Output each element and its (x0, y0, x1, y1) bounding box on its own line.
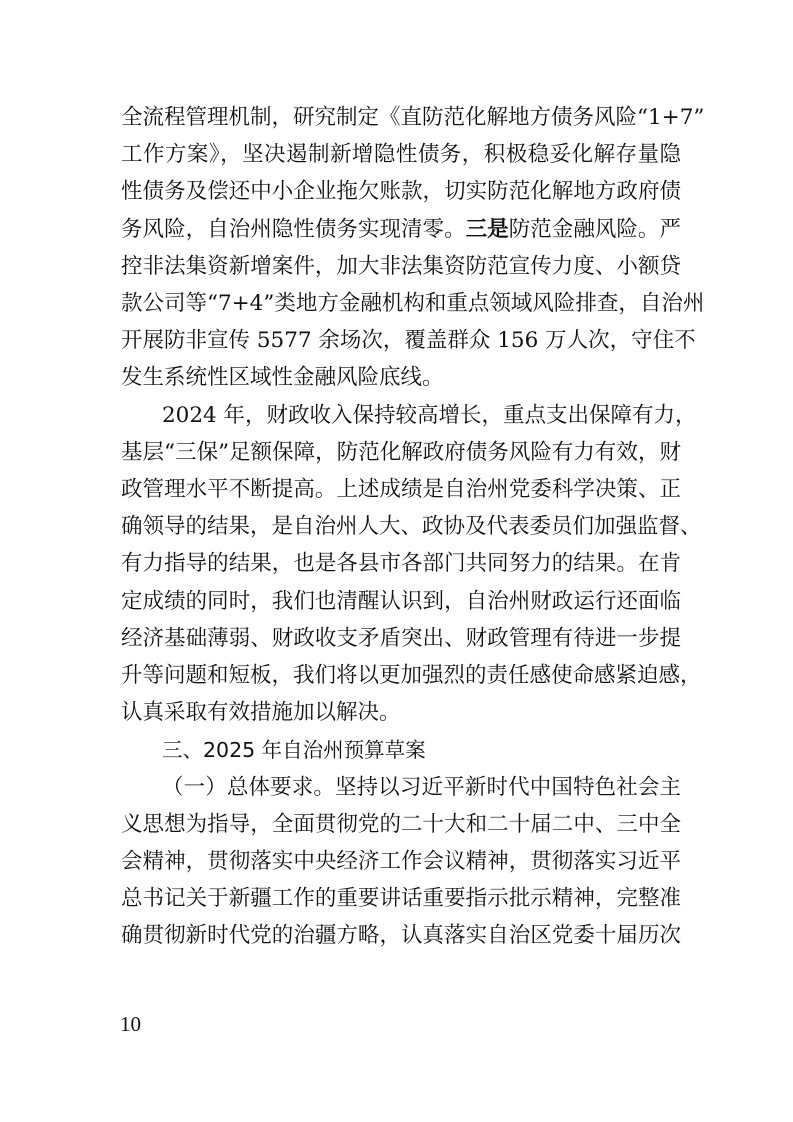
paragraph-1-line-7: 开展防非宣传 5577 余场次，覆盖群众 156 万人次，守住不 (121, 328, 696, 354)
paragraph-1-line-8: 发生系统性区域性金融风险底线。 (121, 365, 444, 391)
paragraph-1-line-1: 全流程管理机制，研究制定《直防范化解地方债务风险“1+7” (121, 105, 705, 130)
paragraph-2-line-2: 基层“三保”足额保障，防范化解政府债务风险有力有效，财 (121, 439, 681, 465)
paragraph-2-line-4: 确领导的结果，是自治州人大、政协及代表委员们加强监督、 (121, 514, 702, 540)
paragraph-2-line-5: 有力指导的结果，也是各县市各部门共同努力的结果。在肯 (121, 551, 681, 577)
paragraph-3-line-3: 会精神，贯彻落实中央经济工作会议精神，贯彻落实习近平 (121, 849, 681, 874)
page-number: 10 (120, 1012, 141, 1036)
paragraph-2-line-3: 政管理水平不断提高。上述成绩是自治州党委科学决策、正 (121, 477, 681, 502)
line-4-text-after: 防范金融风险。严 (508, 216, 681, 242)
emphasis-san-shi: 三是 (465, 216, 509, 242)
paragraph-2-line-6: 定成绩的同时，我们也清醒认识到，自治州财政运行还面临 (121, 588, 681, 614)
paragraph-1-line-5: 控非法集资新增案件，加大非法集资防范宣传力度、小额贷 (121, 253, 681, 279)
paragraph-2-line-9: 认真采取有效措施加以解决。 (121, 700, 401, 726)
paragraph-2-line-8: 升等问题和短板，我们将以更加强烈的责任感使命感紧迫感， (121, 663, 702, 688)
paragraph-3-line-4: 总书记关于新疆工作的重要讲话重要指示批示精神，完整准 (121, 886, 681, 912)
section-heading: 三、2025 年自治州预算草案 (162, 738, 426, 763)
paragraph-1-line-2: 工作方案》，坚决遏制新增隐性债务，积极稳妥化解存量隐 (121, 142, 681, 168)
paragraph-1-line-6: 款公司等“7+4”类地方金融机构和重点领域风险排查，自治州 (121, 291, 705, 316)
line-4-text-before: 务风险，自治州隐性债务实现清零。 (121, 216, 466, 242)
paragraph-3-line-1: （一）总体要求。坚持以习近平新时代中国特色社会主 (162, 774, 681, 800)
paragraph-3-line-5: 确贯彻新时代党的治疆方略，认真落实自治区党委十届历次 (121, 923, 681, 949)
paragraph-1-line-3: 性债务及偿还中小企业拖欠账款，切实防范化解地方政府债 (121, 179, 681, 205)
paragraph-2-line-7: 经济基础薄弱、财政收支矛盾突出、财政管理有待进一步提 (121, 625, 681, 651)
paragraph-2-line-1: 2024 年，财政收入保持较高增长，重点支出保障有力， (162, 402, 697, 428)
paragraph-1-line-4 (121, 212, 681, 248)
paragraph-3-line-2: 义思想为指导，全面贯彻党的二十大和二十届二中、三中全 (121, 811, 681, 837)
